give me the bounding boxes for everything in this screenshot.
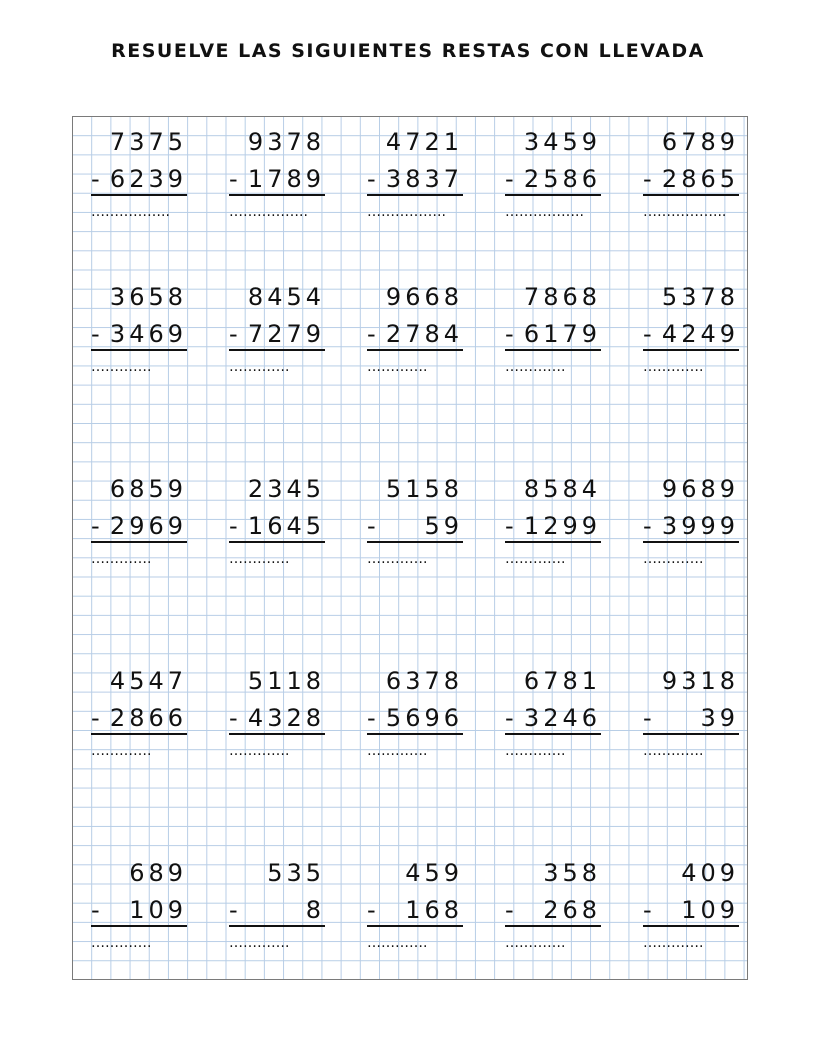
answer-blank[interactable]: …………. <box>505 551 566 567</box>
minuend: 9689 <box>661 475 739 503</box>
subtrahend-row <box>91 319 187 351</box>
subtrahend-row <box>643 319 739 351</box>
minus-sign: - <box>505 165 514 193</box>
minuend: 8454 <box>247 283 325 311</box>
subtraction-problem <box>229 282 335 392</box>
subtrahend: 2865 <box>661 165 739 193</box>
answer-blank[interactable]: …………….. <box>91 204 170 220</box>
minuend: 689 <box>129 859 187 887</box>
subtrahend-row <box>229 319 325 351</box>
answer-blank[interactable]: …………. <box>229 551 290 567</box>
answer-blank[interactable]: …………….. <box>505 204 584 220</box>
answer-blank[interactable]: …………. <box>367 551 428 567</box>
subtraction-problem <box>91 858 197 968</box>
minus-sign: - <box>505 512 514 540</box>
subtrahend: 39 <box>700 704 739 732</box>
answer-blank[interactable]: …………. <box>643 359 704 375</box>
subtrahend: 5696 <box>385 704 463 732</box>
subtrahend: 2784 <box>385 320 463 348</box>
subtrahend-row <box>91 703 187 735</box>
answer-blank[interactable]: …………. <box>229 359 290 375</box>
graph-paper-grid <box>72 116 748 980</box>
subtrahend-row <box>643 703 739 735</box>
minuend: 535 <box>267 859 325 887</box>
minus-sign: - <box>229 165 238 193</box>
subtraction-problem <box>505 858 611 968</box>
minus-sign: - <box>229 896 238 924</box>
minuend: 7868 <box>523 283 601 311</box>
answer-blank[interactable]: …………. <box>505 935 566 951</box>
subtrahend-row <box>91 895 187 927</box>
subtraction-problem <box>643 282 749 392</box>
subtrahend: 3837 <box>385 165 463 193</box>
subtraction-problem <box>643 127 749 237</box>
subtrahend: 2969 <box>109 512 187 540</box>
subtraction-problem <box>91 282 197 392</box>
subtraction-problem <box>91 127 197 237</box>
subtrahend-row <box>91 164 187 196</box>
minuend: 409 <box>681 859 739 887</box>
minuend: 5378 <box>661 283 739 311</box>
subtrahend-row <box>505 703 601 735</box>
subtrahend: 1789 <box>247 165 325 193</box>
worksheet-title: RESUELVE LAS SIGUIENTES RESTAS CON LLEVADA <box>111 40 705 62</box>
minus-sign: - <box>367 896 376 924</box>
answer-blank[interactable]: …………. <box>91 551 152 567</box>
subtrahend: 109 <box>681 896 739 924</box>
subtraction-problem <box>505 666 611 776</box>
subtrahend: 4249 <box>661 320 739 348</box>
answer-blank[interactable]: …………. <box>367 359 428 375</box>
minus-sign: - <box>643 896 652 924</box>
minus-sign: - <box>505 896 514 924</box>
minus-sign: - <box>367 512 376 540</box>
subtraction-problem <box>367 474 473 584</box>
minus-sign: - <box>643 704 652 732</box>
minus-sign: - <box>91 896 100 924</box>
minuend: 8584 <box>523 475 601 503</box>
subtrahend: 4328 <box>247 704 325 732</box>
minuend: 2345 <box>247 475 325 503</box>
subtrahend-row <box>229 895 325 927</box>
minus-sign: - <box>505 704 514 732</box>
minus-sign: - <box>91 165 100 193</box>
subtrahend: 1299 <box>523 512 601 540</box>
subtrahend-row <box>643 164 739 196</box>
minus-sign: - <box>643 165 652 193</box>
subtrahend: 8 <box>305 896 325 924</box>
answer-blank[interactable]: …………. <box>643 551 704 567</box>
minuend: 6859 <box>109 475 187 503</box>
minus-sign: - <box>91 512 100 540</box>
answer-blank[interactable]: …………….. <box>229 204 308 220</box>
minus-sign: - <box>229 512 238 540</box>
answer-blank[interactable]: …………. <box>505 359 566 375</box>
subtrahend-row <box>505 895 601 927</box>
subtraction-problem <box>229 858 335 968</box>
subtraction-problem <box>229 474 335 584</box>
answer-blank[interactable]: ……………... <box>643 204 727 220</box>
subtrahend: 59 <box>424 512 463 540</box>
minus-sign: - <box>367 165 376 193</box>
subtrahend: 268 <box>543 896 601 924</box>
minuend: 4547 <box>109 667 187 695</box>
minuend: 6378 <box>385 667 463 695</box>
subtraction-problem <box>91 666 197 776</box>
minuend: 9318 <box>661 667 739 695</box>
subtraction-problem <box>505 127 611 237</box>
subtrahend-row <box>505 164 601 196</box>
subtraction-problem <box>229 127 335 237</box>
minuend: 9668 <box>385 283 463 311</box>
subtrahend-row <box>505 319 601 351</box>
subtraction-problem <box>643 666 749 776</box>
answer-blank[interactable]: …………. <box>367 935 428 951</box>
minuend: 7375 <box>109 128 187 156</box>
subtrahend: 3246 <box>523 704 601 732</box>
subtrahend: 1645 <box>247 512 325 540</box>
subtraction-problem <box>643 474 749 584</box>
subtraction-problem <box>505 474 611 584</box>
subtrahend-row <box>643 895 739 927</box>
subtraction-problem <box>367 282 473 392</box>
subtraction-problem <box>91 474 197 584</box>
subtrahend: 168 <box>405 896 463 924</box>
minus-sign: - <box>91 704 100 732</box>
answer-blank[interactable]: …………. <box>229 743 290 759</box>
subtrahend-row <box>367 319 463 351</box>
answer-blank[interactable]: …………. <box>505 743 566 759</box>
minuend: 5118 <box>247 667 325 695</box>
minuend: 5158 <box>385 475 463 503</box>
subtrahend-row <box>367 164 463 196</box>
subtrahend-row <box>367 895 463 927</box>
subtraction-problem <box>505 282 611 392</box>
minuend: 3658 <box>109 283 187 311</box>
subtrahend: 6179 <box>523 320 601 348</box>
minuend: 9378 <box>247 128 325 156</box>
subtrahend: 3999 <box>661 512 739 540</box>
subtrahend: 6239 <box>109 165 187 193</box>
subtraction-problem <box>229 666 335 776</box>
subtrahend: 7279 <box>247 320 325 348</box>
subtrahend: 109 <box>129 896 187 924</box>
minus-sign: - <box>91 320 100 348</box>
minuend: 3459 <box>523 128 601 156</box>
minus-sign: - <box>229 320 238 348</box>
answer-blank[interactable]: …………. <box>91 743 152 759</box>
answer-blank[interactable]: …………. <box>229 935 290 951</box>
minus-sign: - <box>367 704 376 732</box>
minuend: 6789 <box>661 128 739 156</box>
subtrahend-row <box>505 511 601 543</box>
subtrahend-row <box>643 511 739 543</box>
subtrahend: 2586 <box>523 165 601 193</box>
minus-sign: - <box>229 704 238 732</box>
minuend: 6781 <box>523 667 601 695</box>
answer-blank[interactable]: …………….. <box>367 204 446 220</box>
answer-blank[interactable]: …………. <box>91 359 152 375</box>
subtraction-problem <box>367 858 473 968</box>
minuend: 358 <box>543 859 601 887</box>
minus-sign: - <box>505 320 514 348</box>
subtraction-problem <box>643 858 749 968</box>
subtrahend-row <box>367 703 463 735</box>
minus-sign: - <box>367 320 376 348</box>
subtrahend-row <box>229 703 325 735</box>
minus-sign: - <box>643 512 652 540</box>
minuend: 459 <box>405 859 463 887</box>
subtraction-problem <box>367 127 473 237</box>
minus-sign: - <box>643 320 652 348</box>
subtraction-problem <box>367 666 473 776</box>
answer-blank[interactable]: …………. <box>91 935 152 951</box>
subtrahend-row <box>229 511 325 543</box>
subtrahend-row <box>91 511 187 543</box>
subtrahend-row <box>229 164 325 196</box>
subtrahend: 3469 <box>109 320 187 348</box>
answer-blank[interactable]: …………. <box>367 743 428 759</box>
minuend: 4721 <box>385 128 463 156</box>
answer-blank[interactable]: …………. <box>643 935 704 951</box>
answer-blank[interactable]: …………. <box>643 743 704 759</box>
subtrahend-row <box>367 511 463 543</box>
subtrahend: 2866 <box>109 704 187 732</box>
